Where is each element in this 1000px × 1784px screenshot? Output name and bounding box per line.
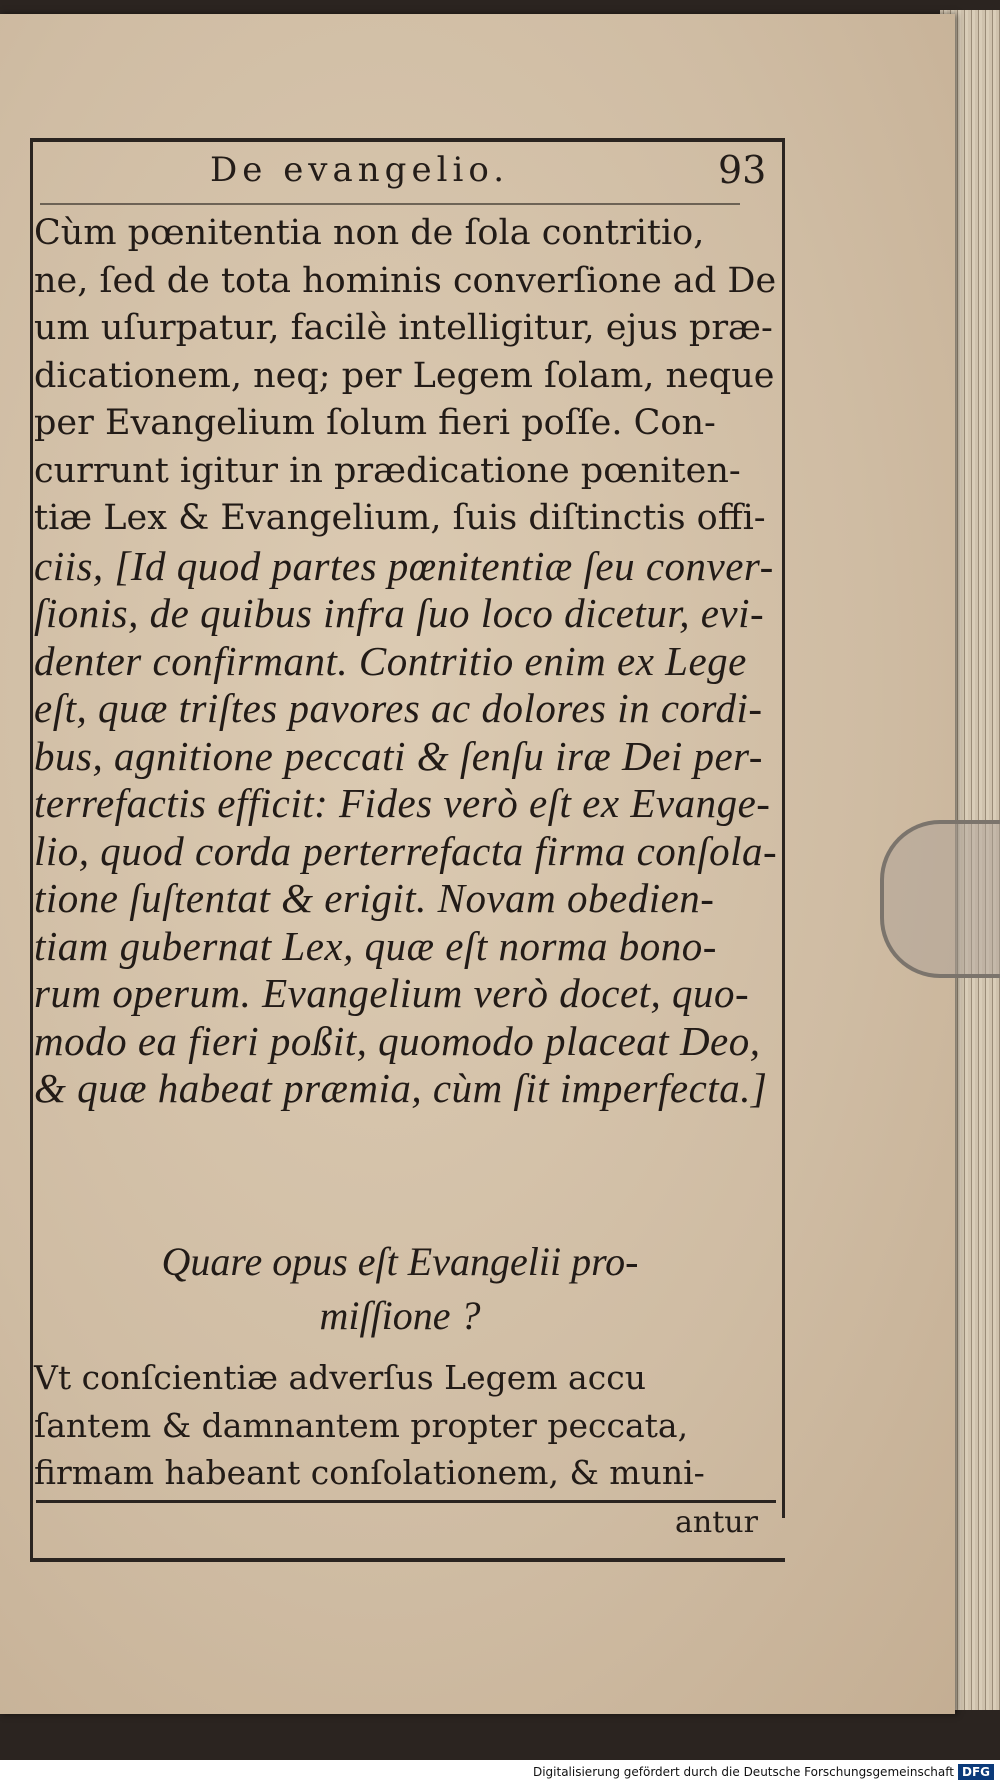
text-line: denter confirmant. Contritio enim ex Lege	[34, 637, 747, 684]
question-heading	[90, 1235, 710, 1343]
frame-right-rule	[782, 138, 785, 1518]
text-line: terrefactis efficit: Fides verò eſt ex Evange-	[34, 780, 771, 826]
answer-line: Vt conſcientiæ adverſus Legem accu	[34, 1358, 646, 1397]
page-clip	[880, 820, 1000, 978]
answer-text	[34, 1355, 774, 1498]
text-line: ſionis, de quibus infra ſuo loco dicetur, evi-	[34, 590, 765, 636]
text-line: eſt, quæ triſtes pavores ac dolores in cordi-	[34, 685, 763, 731]
dfg-logo: DFG	[958, 1764, 994, 1780]
text-line: tiam gubernat Lex, quæ eſt norma bono-	[34, 922, 717, 969]
footer-text: Digitalisierung gefördert durch die Deutsche Forschungsgemeinschaft	[532, 1765, 954, 1779]
frame-left-rule	[30, 138, 33, 1558]
text-line: per Evangelium ſolum fieri poſſe. Con-	[34, 403, 716, 443]
page-number: 93	[718, 148, 767, 192]
frame-bottom-inner-rule	[36, 1500, 776, 1503]
text-line: tiæ Lex & Evangelium, ſuis diſtinctis offi-	[34, 498, 766, 538]
text-line: um uſurpatur, facilè intelligitur, ejus præ-	[34, 308, 773, 348]
text-line: bus, agnitione peccati & ſenſu iræ Dei per-	[34, 732, 763, 779]
question-line-1: Quare opus eſt Evangelii pro-	[161, 1239, 639, 1284]
text-line: currunt igitur in prædicatione pœniten-	[34, 450, 741, 491]
text-line: & quæ habeat præmia, cùm ſit imperfecta.]	[34, 1065, 768, 1111]
text-line: ne, ſed de tota hominis converſione ad De	[34, 260, 777, 301]
digitization-footer	[0, 1760, 1000, 1784]
text-line: tione ſuſtentat & erigit. Novam obedien-	[34, 875, 715, 921]
answer-line: firmam habeant conſolationem, & muni-	[34, 1453, 705, 1492]
running-head: De evangelio.	[210, 150, 509, 190]
text-line: modo ea fieri poßit, quomodo placeat Deo,	[34, 1017, 761, 1064]
header-rule	[40, 203, 740, 205]
text-line: lio, quod corda perterrefacta firma conſola-	[34, 827, 778, 874]
catchword: antur	[675, 1505, 758, 1540]
question-line-2: miſſione ?	[319, 1293, 481, 1338]
text-line: dicationem, neq; per Legem ſolam, neque	[34, 355, 775, 396]
text-line: Cùm pœnitentia non de ſola contritio,	[34, 213, 705, 253]
answer-line: ſantem & damnantem propter peccata,	[34, 1405, 689, 1445]
text-line: rum operum. Evangelium verò docet, quo-	[34, 970, 750, 1016]
body-text	[34, 210, 778, 1113]
text-line: ciis, [Id quod partes pœnitentiæ ſeu conver-	[34, 542, 774, 589]
